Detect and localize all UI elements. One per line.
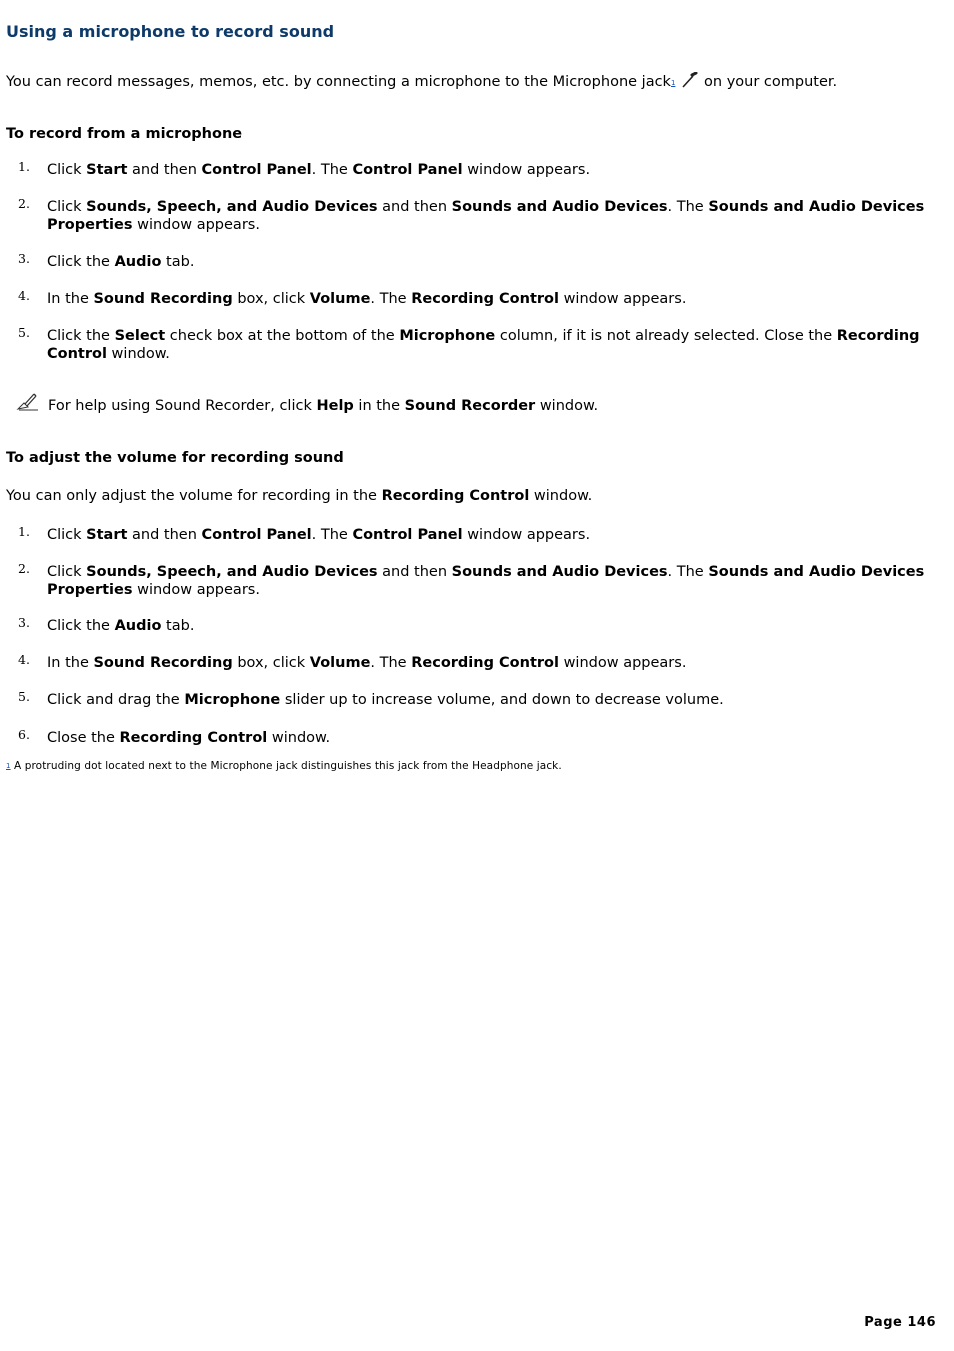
text-run: window appears. <box>462 527 591 543</box>
bold-term: Control Panel <box>201 162 312 178</box>
step-number: 4. <box>18 288 30 303</box>
bold-term: Sounds and Audio Devices <box>451 564 668 580</box>
bold-term: Control Panel <box>352 527 463 543</box>
text-run: Click <box>47 527 87 543</box>
text-run: and then <box>127 527 202 543</box>
step-text <box>47 526 927 544</box>
text-run: and then <box>377 199 452 215</box>
bold-term: Microphone <box>399 328 496 344</box>
step-text <box>47 198 927 234</box>
bold-term: Sounds and Audio Devices <box>451 199 668 215</box>
text-run: window. <box>535 398 599 414</box>
text-run: . The <box>370 291 412 307</box>
text-run: Close the <box>47 730 120 746</box>
bold-term: Sound Recording <box>93 655 233 671</box>
text-run: and then <box>377 564 452 580</box>
intro-text-end: on your computer. <box>699 74 838 90</box>
step-number: 2. <box>18 561 30 576</box>
bold-term: Recording Control <box>411 655 559 671</box>
text-run: Click the <box>47 254 115 270</box>
text-run: . The <box>311 162 353 178</box>
intro-text: You can record messages, memos, etc. by connecting a microphone to the Microphone jack <box>6 74 671 90</box>
step-number: 1. <box>18 524 30 539</box>
bold-term: Recording Control <box>47 328 920 362</box>
text-run: Click <box>47 199 87 215</box>
section-heading-volume: To adjust the volume for recording sound <box>6 450 344 466</box>
text-run: check box at the bottom of the <box>165 328 400 344</box>
bold-term: Sounds, Speech, and Audio Devices <box>86 564 378 580</box>
step-number: 6. <box>18 727 30 742</box>
step-text <box>47 563 927 599</box>
bold-term: Start <box>86 527 128 543</box>
step-text <box>47 253 927 271</box>
tip-text <box>48 397 598 415</box>
text-run: window appears. <box>558 291 687 307</box>
bold-term: Recording Control <box>381 488 530 504</box>
step-text <box>47 729 927 747</box>
volume-intro-paragraph <box>6 487 592 505</box>
text-run: window. <box>267 730 331 746</box>
microphone-icon <box>677 72 699 90</box>
bold-term: Volume <box>309 655 371 671</box>
step-number: 4. <box>18 652 30 667</box>
text-run: Click <box>47 162 87 178</box>
text-run: . The <box>311 527 353 543</box>
page-number: Page 146 <box>864 1315 936 1330</box>
note-pencil-icon <box>16 392 40 412</box>
text-run: tab. <box>161 254 195 270</box>
text-run: window. <box>106 346 170 362</box>
bold-term: Control Panel <box>352 162 463 178</box>
intro-paragraph <box>6 72 837 92</box>
step-number: 5. <box>18 325 30 340</box>
step-number: 5. <box>18 689 30 704</box>
footnote <box>6 757 562 775</box>
text-run: window. <box>529 488 593 504</box>
bold-term: Sound Recording <box>93 291 233 307</box>
bold-term: Sounds and Audio Devices Properties <box>47 564 925 598</box>
bold-term: Help <box>316 398 354 414</box>
text-run: Click the <box>47 618 115 634</box>
bold-term: Volume <box>309 291 371 307</box>
text-run: Click the <box>47 328 115 344</box>
text-run: tab. <box>161 618 195 634</box>
footnote-text: A protruding dot located next to the Microphone jack distinguishes this jack from the Headphone jack. <box>14 760 562 772</box>
text-run: box, click <box>232 655 310 671</box>
text-run: In the <box>47 291 94 307</box>
text-run: slider up to increase volume, and down to decrease volume. <box>280 692 724 708</box>
text-run: window appears. <box>132 217 260 233</box>
step-text <box>47 691 927 709</box>
bold-term: Sounds, Speech, and Audio Devices <box>86 199 378 215</box>
text-run: window appears. <box>132 582 260 598</box>
step-number: 3. <box>18 251 30 266</box>
bold-term: Select <box>114 328 166 344</box>
text-run: column, if it is not already selected. Close the <box>495 328 837 344</box>
text-run: . The <box>667 564 709 580</box>
bold-term: Start <box>86 162 128 178</box>
step-text <box>47 654 927 672</box>
text-run: Click and drag the <box>47 692 185 708</box>
bold-term: Sounds and Audio Devices Properties <box>47 199 925 233</box>
footnote-ref-link[interactable]: 1 <box>670 79 676 87</box>
step-text <box>47 161 927 179</box>
bold-term: Microphone <box>184 692 281 708</box>
bold-term: Sound Recorder <box>404 398 536 414</box>
bold-term: Recording Control <box>411 291 559 307</box>
step-number: 1. <box>18 159 30 174</box>
bold-term: Audio <box>114 254 162 270</box>
step-text <box>47 327 927 363</box>
step-number: 2. <box>18 196 30 211</box>
bold-term: Audio <box>114 618 162 634</box>
text-run: . The <box>370 655 412 671</box>
page-title: Using a microphone to record sound <box>6 22 335 41</box>
text-run: in the <box>353 398 405 414</box>
section-heading-record: To record from a microphone <box>6 126 243 142</box>
footnote-mark-link[interactable]: 1 <box>6 762 11 770</box>
text-run: Click <box>47 564 87 580</box>
bold-term: Control Panel <box>201 527 312 543</box>
text-run: window appears. <box>558 655 687 671</box>
step-text <box>47 617 927 635</box>
step-number: 3. <box>18 615 30 630</box>
step-text <box>47 290 927 308</box>
text-run: and then <box>127 162 202 178</box>
text-run: . The <box>667 199 709 215</box>
text-run: box, click <box>232 291 310 307</box>
text-run: In the <box>47 655 94 671</box>
bold-term: Recording Control <box>119 730 268 746</box>
text-run: For help using Sound Recorder, click <box>48 398 317 414</box>
text-run: You can only adjust the volume for recording in the <box>6 488 382 504</box>
text-run: window appears. <box>462 162 591 178</box>
